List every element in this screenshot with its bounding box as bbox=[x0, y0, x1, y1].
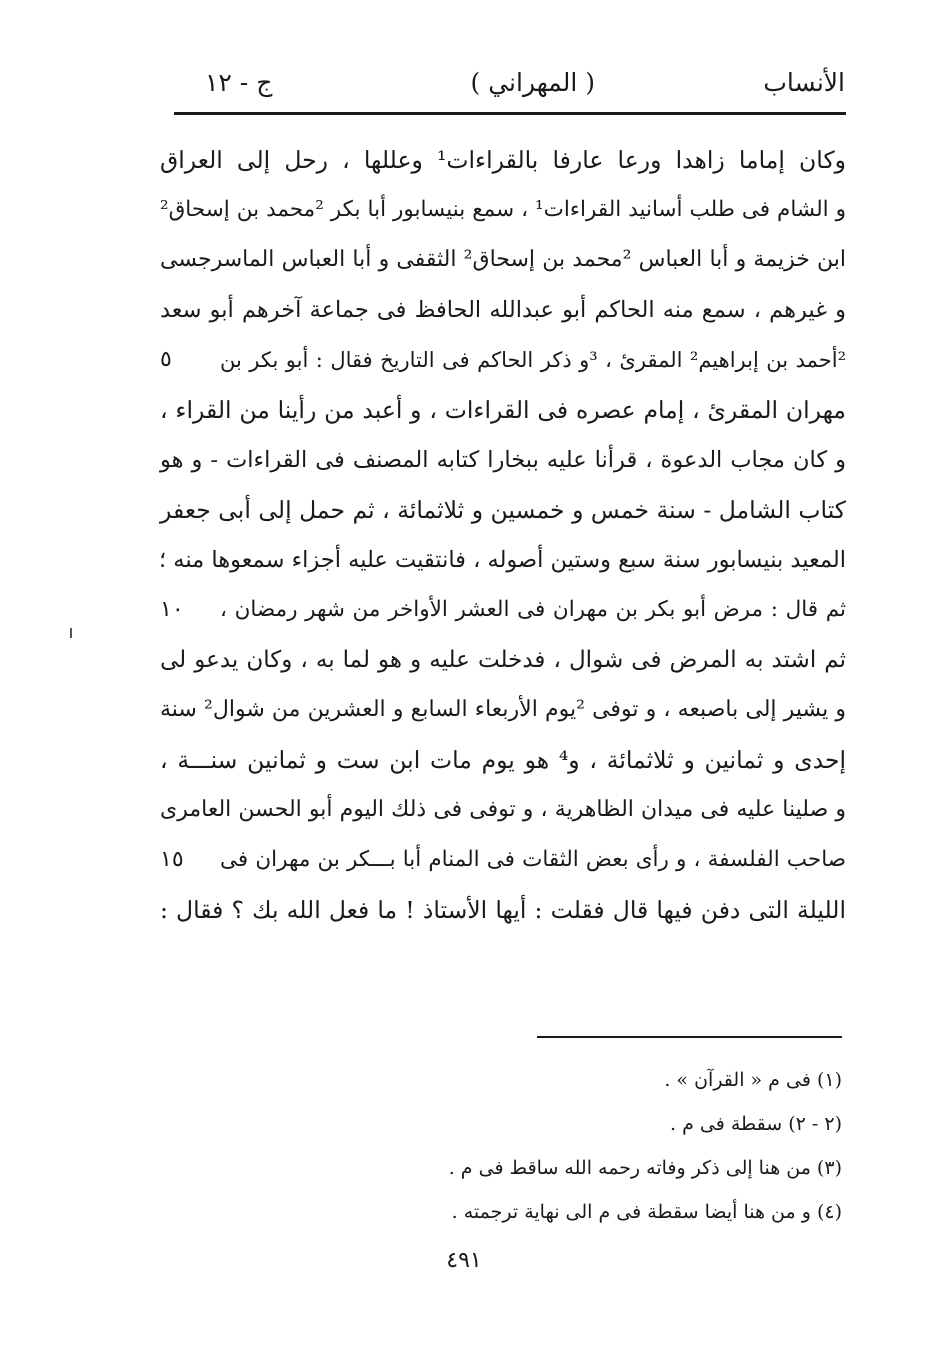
running-header bbox=[175, 60, 845, 104]
text-line: و غيرهم ، سمع منه الحاكم أبو عبدالله الحافظ فى جماعة آخرهم أبو سعد bbox=[160, 297, 846, 323]
header-book-title: الأنساب bbox=[763, 68, 845, 97]
footnote-rule bbox=[537, 1036, 842, 1038]
line-number: ١٠ bbox=[160, 597, 184, 622]
text-line: مهران المقرئ ، إمام عصره فى القراءات ، و أعبد من رأينا من القراء ، bbox=[160, 396, 846, 424]
text-line: وكان إماما زاهدا ورعا عارفا بالقراءات¹ وعللها ، رحل إلى العراق bbox=[160, 146, 847, 174]
text-line: و صلينا عليه فى ميدان الظاهرية ، و توفى فى ذلك اليوم أبو الحسن العامرى bbox=[160, 797, 846, 822]
text-line: الليلة التى دفن فيها قال فقلت : أيها الأستاذ ! ما فعل الله بك ؟ فقال : bbox=[160, 896, 846, 924]
text-line bbox=[160, 835, 846, 885]
text-line: المعيد بنيسابور سنة سبع وستين أصوله ، فانتقيت عليه أجزاء سمعوها منه ؛ bbox=[159, 547, 846, 573]
header-volume: ج - ١٢ bbox=[205, 68, 273, 97]
text-line: و الشام فى طلب أسانيد القراءات¹ ، سمع بنيسابور أبا بكر ²محمد بن إسحاق² bbox=[160, 197, 846, 222]
footnote: (٢ - ٢) سقطة فى م . bbox=[670, 1113, 842, 1135]
footnote: (١) فى م « القرآن » . bbox=[664, 1069, 842, 1091]
header-rule bbox=[174, 112, 846, 115]
line-number: ١٥ bbox=[160, 847, 184, 872]
page-number: ٤٩١ bbox=[446, 1248, 482, 1273]
text-line bbox=[160, 335, 846, 385]
footnote: (٤) و من هنا أيضا سقطة فى م الى نهاية ترجمته . bbox=[451, 1201, 842, 1223]
main-text bbox=[160, 135, 846, 935]
text-line bbox=[160, 585, 846, 635]
line-text: ²أحمد بن إبراهيم² المقرئ ، ³و ذكر الحاكم فى التاريخ فقال : أبو بكر بن bbox=[220, 348, 846, 372]
line-text: صاحب الفلسفة ، و رأى بعض الثقات فى المنام أبا بـــكر بن مهران فى bbox=[220, 847, 846, 872]
text-line: و كان مجاب الدعوة ، قرأنا عليه ببخارا كتابه المصنف فى القراءات - و هو bbox=[160, 447, 846, 473]
text-line: ابن خزيمة و أبا العباس ²محمد بن إسحاق² الثقفى و أبا العباس الماسرجسى bbox=[160, 247, 847, 272]
text-line: ثم اشتد به المرض فى شوال ، فدخلت عليه و هو لما به ، وكان يدعو لى bbox=[160, 647, 846, 673]
text-line: كتاب الشامل - سنة خمس و خمسين و ثلاثمائة ، ثم حمل إلى أبى جعفر bbox=[160, 496, 846, 524]
header-entry-title: ( المهراني ) bbox=[470, 68, 595, 97]
margin-mark bbox=[70, 628, 72, 638]
footnote: (٣) من هنا إلى ذكر وفاته رحمه الله ساقط فى م . bbox=[448, 1157, 842, 1179]
line-number: ٥ bbox=[160, 347, 172, 372]
line-text: ثم قال : مرض أبو بكر بن مهران فى العشر الأواخر من شهر رمضان ، bbox=[220, 597, 846, 622]
text-line: و يشير إلى باصبعه ، و توفى ²يوم الأربعاء السابع و العشرين من شوال² سنة bbox=[160, 697, 846, 722]
footnotes bbox=[242, 1058, 842, 1234]
text-line: إحدى و ثمانين و ثلاثمائة ، و⁴ هو يوم مات ابن ست و ثمانين سنـــة ، bbox=[160, 746, 846, 774]
